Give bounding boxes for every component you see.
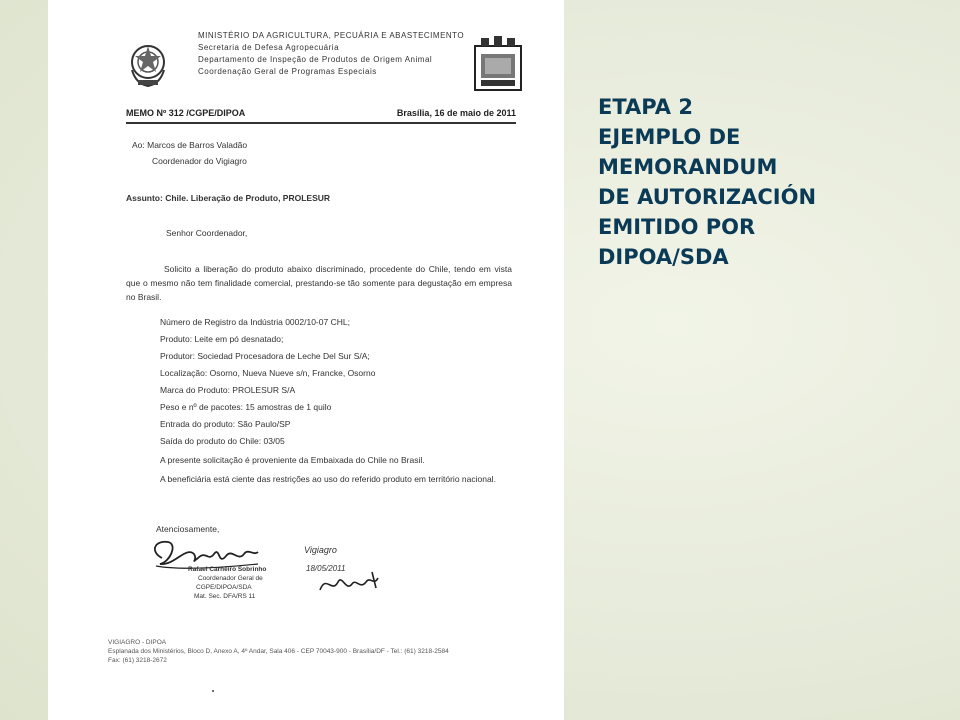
letterhead-line: Coordenação Geral de Programas Especiais [198, 67, 377, 76]
memo-footer [108, 638, 548, 665]
memo-item: Peso e nº de pacotes: 15 amostras de 1 quilo [160, 402, 332, 412]
memo-body-paragraph: Solicito a liberação do produto abaixo discriminado, procedente do Chile, tendo em vista que o mesmo não tem finalidade comercial, prestando-se tão somente para degustação em empresa no Brasil. [126, 264, 512, 302]
slide-title [598, 92, 938, 272]
memo-item: Saída do produto do Chile: 03/05 [160, 436, 285, 446]
handwritten-initials-icon [316, 568, 386, 598]
memo-salutation: Senhor Coordenador, [166, 228, 248, 238]
handwritten-annotation-date: 18/05/2011 [306, 564, 346, 573]
scan-speck [212, 690, 214, 692]
memo-item: Entrada do produto: São Paulo/SP [160, 419, 291, 429]
memo-header-line [126, 108, 516, 122]
memo-item: Número de Registro da Indústria 0002/10-07 CHL; [160, 317, 350, 327]
slide-title-line: MEMORANDUM [598, 155, 778, 179]
memo-recipient-role: Coordenador do Vigiagro [152, 156, 247, 166]
footer-line: VIGIAGRO - DIPOA [108, 639, 167, 646]
signer-unit: CGPE/DIPOA/SDA [196, 584, 252, 591]
memo-closing-paragraph: A beneficiária está ciente das restrições ao uso do referido produto em território nacional. [160, 474, 496, 484]
memo-item: Produtor: Sociedad Procesadora de Leche Del Sur S/A; [160, 351, 370, 361]
slide-title-line: DIPOA/SDA [598, 245, 729, 269]
signer-name: Rafael Carneiro Sobrinho [188, 566, 267, 573]
slide-title-line: EJEMPLO DE [598, 125, 741, 149]
scanned-memo-page [48, 0, 564, 720]
handwritten-annotation: Vigiagro [304, 545, 337, 555]
memo-recipient: Ao: Marcos de Barros Valadão [132, 140, 248, 150]
memo-letterhead [198, 30, 498, 78]
memo-item: A presente solicitação é proveniente da Embaixada do Chile no Brasil. [160, 455, 425, 465]
letterhead-line: Secretaria de Defesa Agropecuária [198, 43, 340, 52]
memo-date: Brasília, 16 de maio de 2011 [396, 108, 516, 118]
memo-number: MEMO Nº 312 /CGPE/DIPOA [126, 108, 246, 118]
coat-of-arms-icon [126, 40, 170, 90]
memo-item: Localização: Osorno, Nueva Nueve s/n, Francke, Osorno [160, 368, 376, 378]
memo-item: Produto: Leite em pó desnatado; [160, 334, 284, 344]
memo-subject: Assunto: Chile. Liberação de Produto, PROLESUR [126, 193, 331, 203]
slide-title-line: DE AUTORIZACIÓN [598, 185, 817, 209]
signer-title: Coordenador Geral de [198, 575, 263, 582]
slide-title-line: EMITIDO POR [598, 215, 756, 239]
stamp-seal-icon [473, 36, 523, 92]
footer-line: Esplanada dos Ministérios, Bloco D, Anexo A, 4º Andar, Sala 406 - CEP 70043-900 - Brasília/DF - Tel.: (61) 3218-2584 [108, 648, 449, 655]
memo-header-rule [126, 122, 516, 124]
signer-registration: Mat. Sec. DFA/RS 11 [194, 593, 256, 600]
letterhead-line: MINISTÉRIO DA AGRICULTURA, PECUÁRIA E ABASTECIMENTO [198, 31, 465, 40]
memo-item: Marca do Produto: PROLESUR S/A [160, 385, 296, 395]
letterhead-line: Departamento de Inspeção de Produtos de Origem Animal [198, 55, 433, 64]
footer-line: Fax: (61) 3218-2672 [108, 657, 167, 664]
slide-title-line: ETAPA 2 [598, 95, 693, 119]
memo-closing: Atenciosamente, [156, 524, 220, 534]
